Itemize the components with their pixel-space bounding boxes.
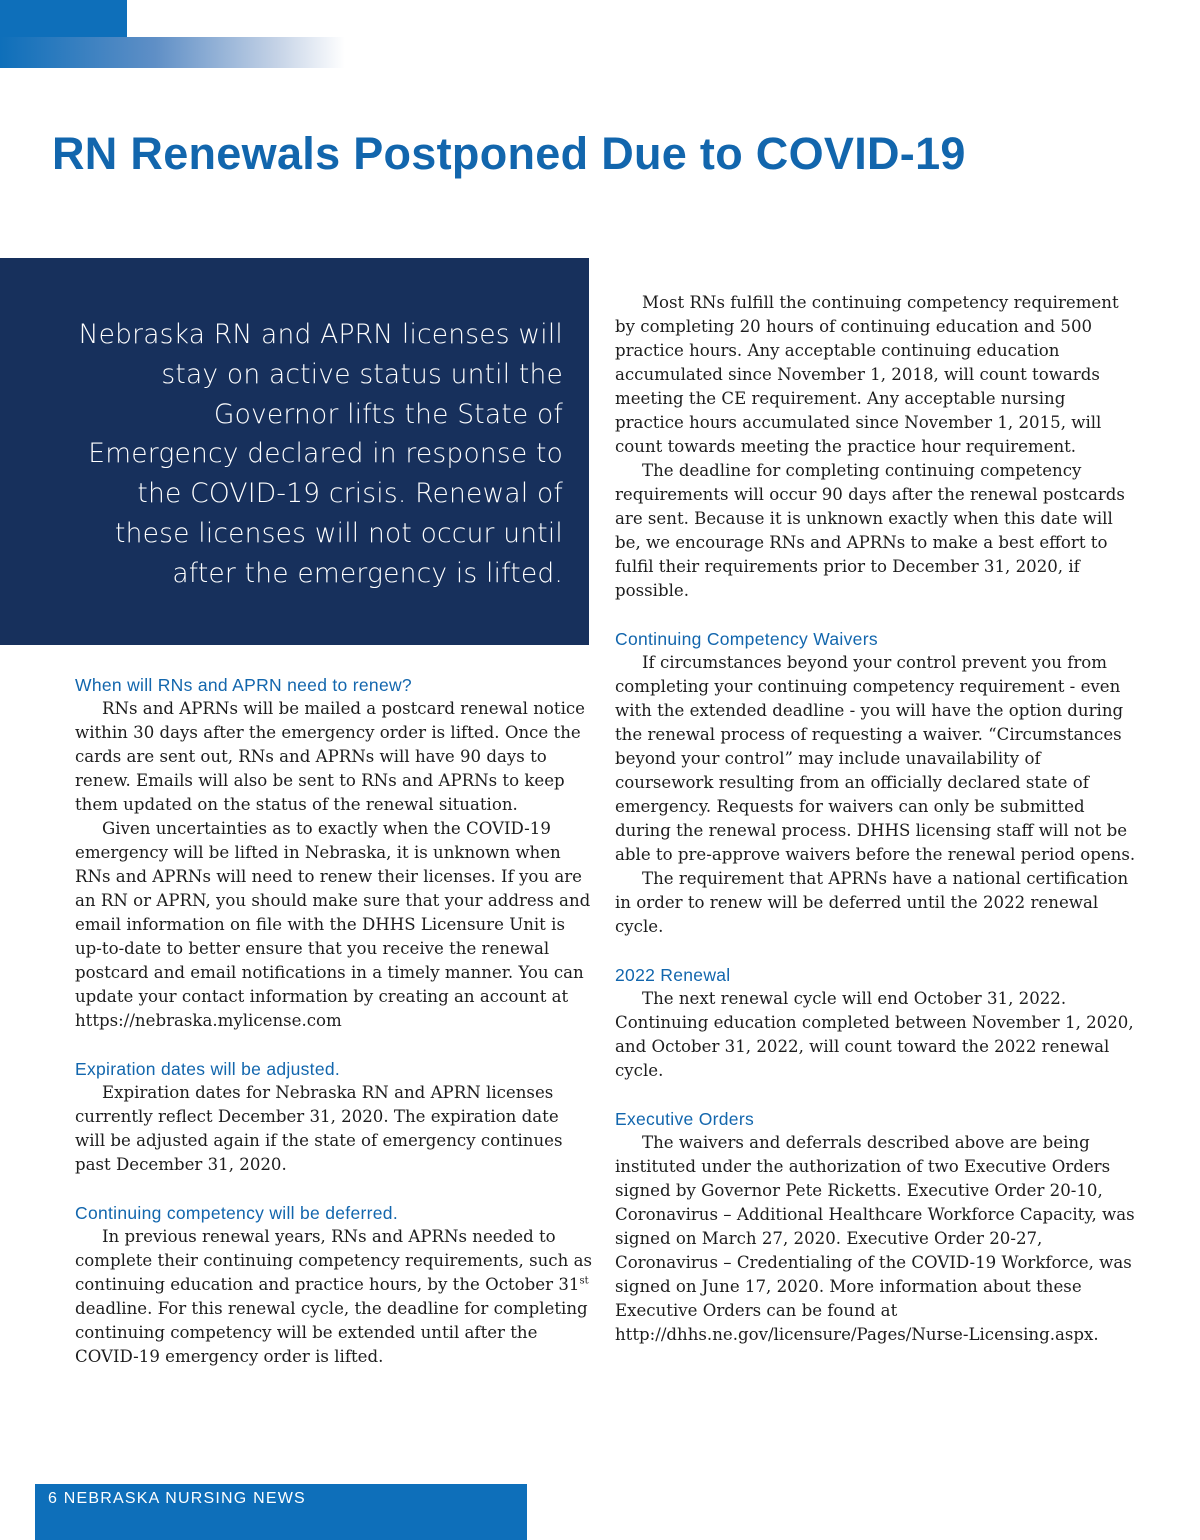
section-heading-2022-renewal: 2022 Renewal: [615, 965, 731, 985]
paragraph: The next renewal cycle will end October 31, 2022. Continuing education completed between November 1, 2020, and October 31, 2022, will count toward the 2022 renewal cycle.: [615, 989, 1134, 1080]
right-column: [615, 291, 1137, 1347]
section-heading-expiration: Expiration dates will be adjusted.: [75, 1059, 341, 1079]
paragraph: Expiration dates for Nebraska RN and APRN licenses currently reflect December 31, 2020. The expiration date will be adjusted again if the state of emergency continues past December 31, 2020.: [75, 1083, 563, 1174]
paragraph: Given uncertainties as to exactly when the COVID-19 emergency will be lifted in Nebraska, it is unknown when RNs and APRNs will need to renew their licenses. If you are an RN or APRN, you should make sure that your address and email information on file with the DHHS Licensure Unit is up-to-date to better ensure that you receive the renewal postcard and email notifications in a timely manner. You can update your contact information by creating an account at https://nebraska.mylicense.com: [75, 819, 591, 1030]
paragraph: RNs and APRNs will be mailed a postcard renewal notice within 30 days after the emergency order is lifted. Once the cards are sent out, RNs and APRNs will have 90 days to renew. Emails will also be sent to RNs and APRNs to keep them updated on the status of the renewal situation.: [75, 699, 585, 814]
paragraph: [75, 1225, 593, 1369]
ordinal-suffix: st: [579, 1275, 589, 1287]
section-heading-when-renew: When will RNs and APRN need to renew?: [75, 675, 412, 695]
section-heading-executive-orders: Executive Orders: [615, 1109, 755, 1129]
paragraph: If circumstances beyond your control prevent you from completing your continuing competency requirement - even with the extended deadline - you will have the option during the renewal process of requesting a waiver. “Circumstances beyond your control” may include unavailability of coursework resulting from an officially declared state of emergency. Requests for waivers can only be submitted during the renewal process. DHHS licensing staff will not be able to pre-approve waivers before the renewal period opens.: [615, 653, 1136, 864]
paragraph-part: deadline. For this renewal cycle, the deadline for completing continuing competency will be extended until after the COVID-19 emergency order is lifted.: [75, 1299, 588, 1366]
callout-box: [0, 258, 589, 645]
header-gradient-bar: [0, 37, 345, 68]
paragraph: The waivers and deferrals described above are being instituted under the authorization of two Executive Orders signed by Governor Pete Ricketts. Executive Order 20-10, Coronavirus – Additional Healthcare Workforce Capacity, was signed on March 27, 2020. Executive Order 20-27, Coronavirus – Credentialing of the COVID-19 Workforce, was signed on June 17, 2020. More information about these Executive Orders can be found at http://dhhs.ne.gov/licensure/Pages/Nurse-Licensing.aspx.: [615, 1133, 1135, 1344]
paragraph: Most RNs fulfill the continuing competency requirement by completing 20 hours of continuing education and 500 practice hours. Any acceptable continuing education accumulated since November 1, 2018, will count towards meeting the CE requirement. Any acceptable nursing practice hours accumulated since November 1, 2015, will count towards meeting the practice hour requirement.: [615, 293, 1119, 456]
paragraph: The requirement that APRNs have a national certification in order to renew will be deferred until the 2022 renewal cycle.: [615, 869, 1129, 936]
paragraph: The deadline for completing continuing competency requirements will occur 90 days after the renewal postcards are sent. Because it is unknown exactly when this date will be, we encourage RNs and APRNs to make a best effort to fulfil their requirements prior to December 31, 2020, if possible.: [615, 461, 1125, 600]
footer-page-label: 6 NEBRASKA NURSING NEWS: [48, 1490, 306, 1507]
left-column: [75, 673, 593, 1369]
footer-bar: [35, 1484, 527, 1540]
paragraph-part: In previous renewal years, RNs and APRNs needed to complete their continuing competency requirements, such as continuing education and practice hours, by the October 31: [75, 1227, 592, 1294]
section-heading-deferred: Continuing competency will be deferred.: [75, 1203, 398, 1223]
section-heading-waivers: Continuing Competency Waivers: [615, 629, 878, 649]
page-title: RN Renewals Postponed Due to COVID-19: [52, 128, 966, 179]
callout-text: Nebraska RN and APRN licenses will stay on active status until the Governor lifts the State of Emergency declared in response to the COVID-19 crisis. Renewal of these licenses will not occur until after the emergency is lifted.: [78, 319, 563, 589]
